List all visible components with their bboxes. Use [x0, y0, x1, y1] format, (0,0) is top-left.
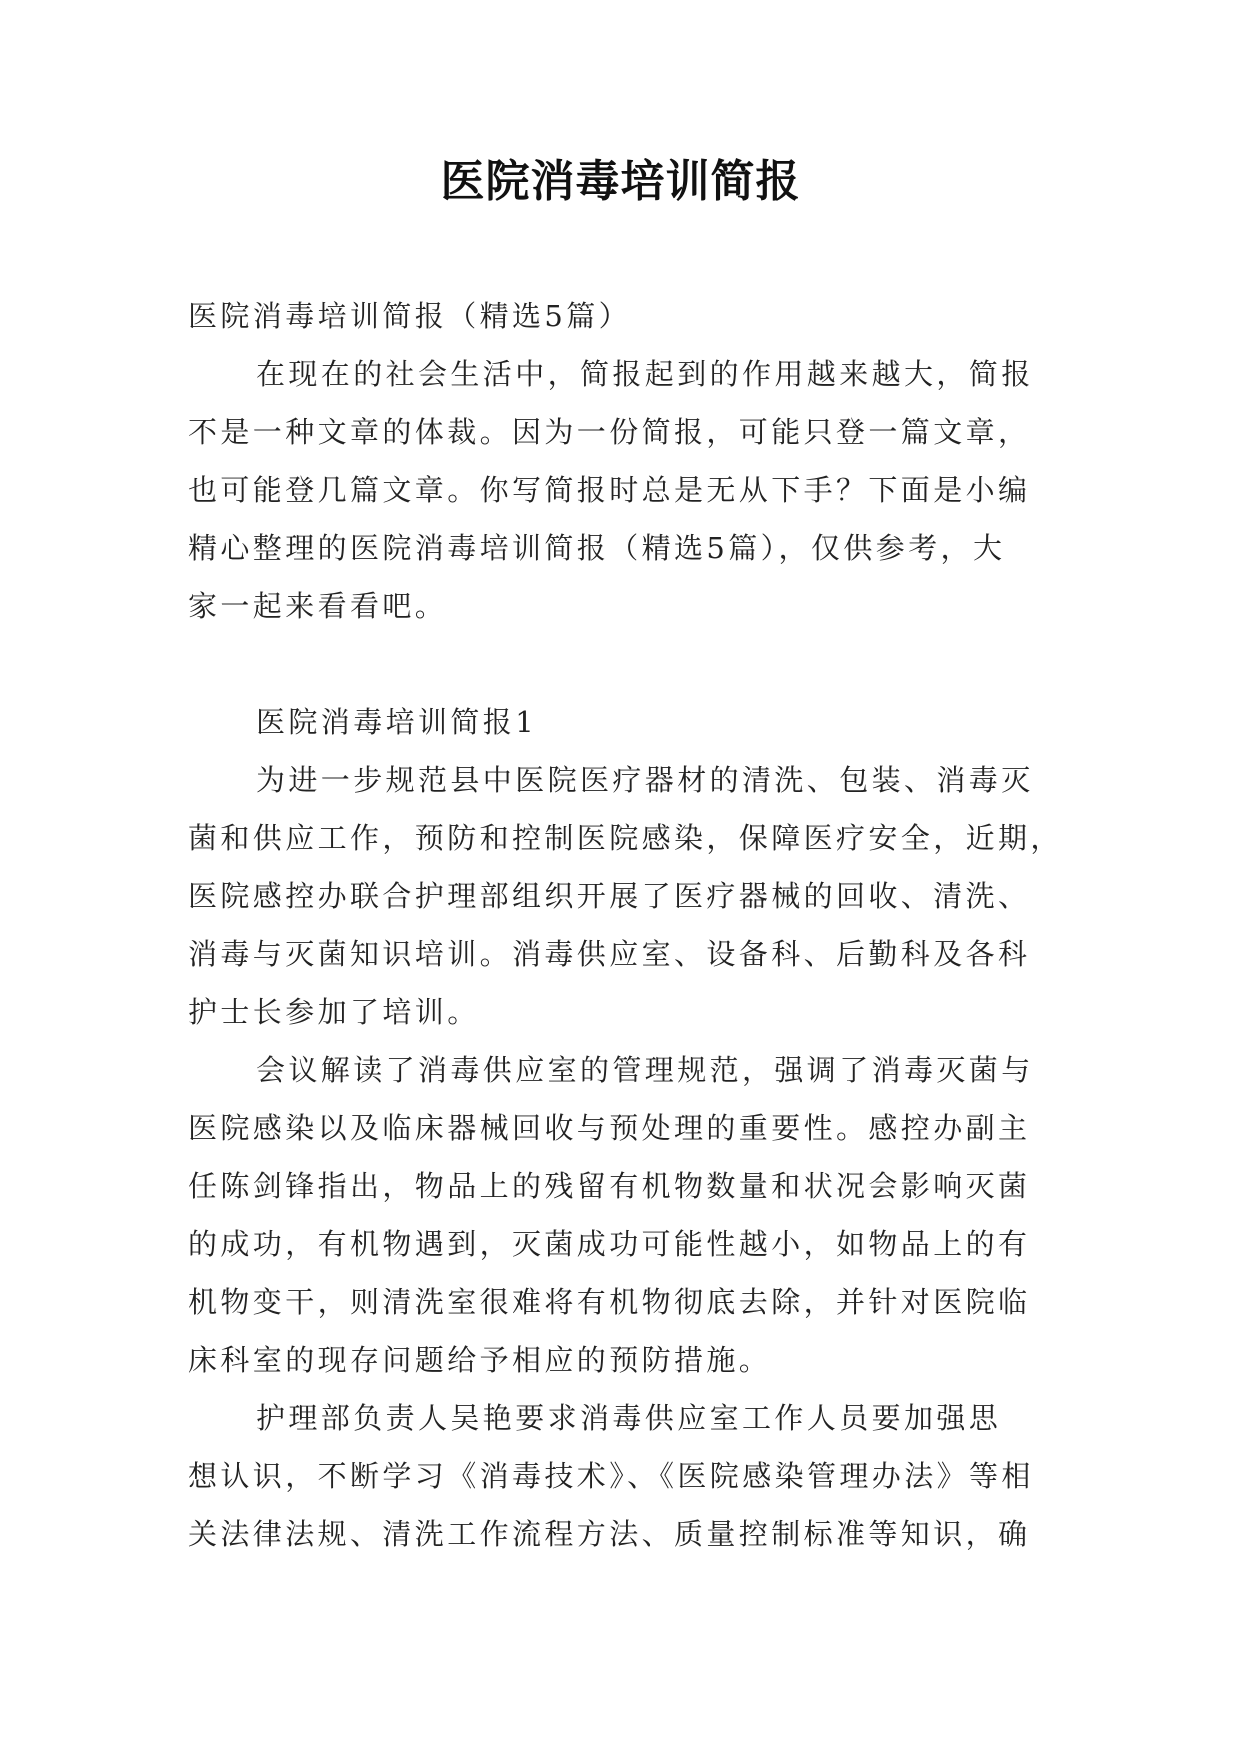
paragraph-line: 医院感染以及临床器械回收与预处理的重要性。感控办副主: [188, 1111, 1031, 1145]
body-paragraph-1: [188, 751, 1088, 1041]
paragraph-line: 也可能登几篇文章。你写简报时总是无从下手？下面是小编: [188, 473, 1031, 507]
document-body: [188, 287, 1088, 1563]
paragraph-line: 的成功，有机物遇到，灭菌成功可能性越小，如物品上的有: [188, 1227, 1031, 1261]
body-paragraph-3: [188, 1389, 1088, 1563]
paragraph-line: 机物变干，则清洗室很难将有机物彻底去除，并针对医院临: [188, 1285, 1031, 1319]
paragraph-line: 消毒与灭菌知识培训。消毒供应室、设备科、后勤科及各科: [188, 937, 1031, 971]
paragraph-line: 菌和供应工作，预防和控制医院感染，保障医疗安全，近期，: [188, 821, 1063, 855]
document-title: 医院消毒培训简报: [440, 156, 801, 207]
paragraph-spacer: [188, 635, 1088, 693]
paragraph-line: 关法律法规、清洗工作流程方法、质量控制标准等知识，确: [188, 1517, 1031, 1551]
paragraph-line: 在现在的社会生活中，简报起到的作用越来越大，简报: [256, 357, 1034, 391]
paragraph-line: 护理部负责人吴艳要求消毒供应室工作人员要加强思: [256, 1401, 1002, 1435]
paragraph-line: 为进一步规范县中医院医疗器材的清洗、包装、消毒灭: [256, 763, 1034, 797]
document-subtitle: 医院消毒培训简报（精选5篇）: [188, 299, 632, 333]
paragraph-line: 想认识，不断学习《消毒技术》、《医院感染管理办法》等相: [188, 1459, 1034, 1493]
paragraph-line: 家一起来看看吧。: [188, 589, 448, 623]
paragraph-line: 护士长参加了培训。: [188, 995, 480, 1029]
paragraph-line: 不是一种文章的体裁。因为一份简报，可能只登一篇文章，: [188, 415, 1031, 449]
paragraph-line: 床科室的现存问题给予相应的预防措施。: [188, 1343, 772, 1377]
paragraph-line: 医院感控办联合护理部组织开展了医疗器械的回收、清洗、: [188, 879, 1031, 913]
body-paragraph-2: [188, 1041, 1088, 1389]
intro-paragraph: [188, 345, 1088, 635]
paragraph-line: 任陈剑锋指出，物品上的残留有机物数量和状况会影响灭菌: [188, 1169, 1031, 1203]
section-heading: 医院消毒培训简报1: [256, 705, 538, 739]
paragraph-line: 会议解读了消毒供应室的管理规范，强调了消毒灭菌与: [256, 1053, 1034, 1087]
paragraph-line: 精心整理的医院消毒培训简报（精选5篇），仅供参考，大: [188, 531, 1006, 565]
